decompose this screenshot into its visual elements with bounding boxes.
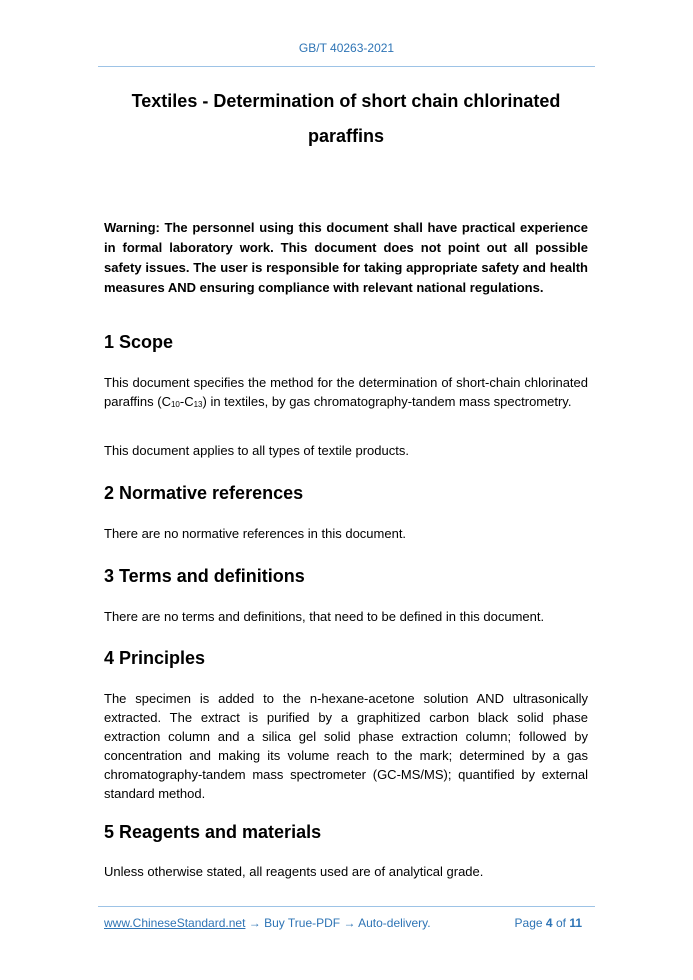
document-code: GB/T 40263-2021 <box>298 41 395 55</box>
warning-paragraph: Warning: The personnel using this document shall have practical experience in formal laboratory work. This document does not point out all possible safety issues. The user is responsible for taking appropriate safety and health measures AND ensuring compliance with relevant national regulations. <box>104 220 588 295</box>
header-divider <box>98 66 595 67</box>
section-heading-principles: 4 Principles <box>104 648 206 668</box>
principles-paragraph: The specimen is added to the n-hexane-acetone solution AND ultrasonically extracted. The extract is purified by a graphitized carbon black solid phase extraction column and a silica gel solid phase extraction column; followed by concentration and making its volume reach to the mark; determined by a gas chromatography-tandem mass spectrometer (GC-MS/MS); quantified by external standard method. <box>104 691 588 801</box>
section-heading-normative-references: 2 Normative references <box>104 483 304 503</box>
reagents-materials-paragraph: Unless otherwise stated, all reagents used are of analytical grade. <box>104 864 484 879</box>
document-title <box>104 86 588 151</box>
terms-definitions-paragraph: There are no terms and definitions, that need to be defined in this document. <box>104 609 545 624</box>
section-heading-scope: 1 Scope <box>104 332 174 352</box>
page-number: 4 <box>545 916 553 930</box>
scope-text-b: -C <box>179 394 194 409</box>
normative-references-paragraph: There are no normative references in this document. <box>104 526 407 541</box>
page-total: 11 <box>569 916 582 930</box>
scope-text-a: This document specifies the method for the determination of short-chain chlorinated paraffins (C <box>104 375 588 409</box>
of-label: of <box>555 916 566 930</box>
footer-tagline: → Buy True-PDF → Auto-delivery. <box>245 916 431 930</box>
carbon-subscript-10: 10 <box>170 400 180 409</box>
page-footer <box>104 916 588 930</box>
carbon-subscript-13: 13 <box>193 400 203 409</box>
title-line-2: paraffins <box>307 126 385 146</box>
page-indicator <box>515 916 582 930</box>
footer-divider <box>98 906 595 907</box>
scope-paragraph-2: This document applies to all types of textile products. <box>104 443 409 458</box>
section-heading-reagents-materials: 5 Reagents and materials <box>104 822 322 842</box>
title-line-1: Textiles - Determination of short chain chlorinated <box>131 91 561 111</box>
website-link[interactable]: www.ChineseStandard.net <box>104 916 246 930</box>
scope-paragraph-1 <box>104 373 588 413</box>
page-label: Page <box>514 916 543 930</box>
section-heading-terms-definitions: 3 Terms and definitions <box>104 566 305 586</box>
scope-text-c: ) in textiles, by gas chromatography-tandem mass spectrometry. <box>202 394 572 409</box>
